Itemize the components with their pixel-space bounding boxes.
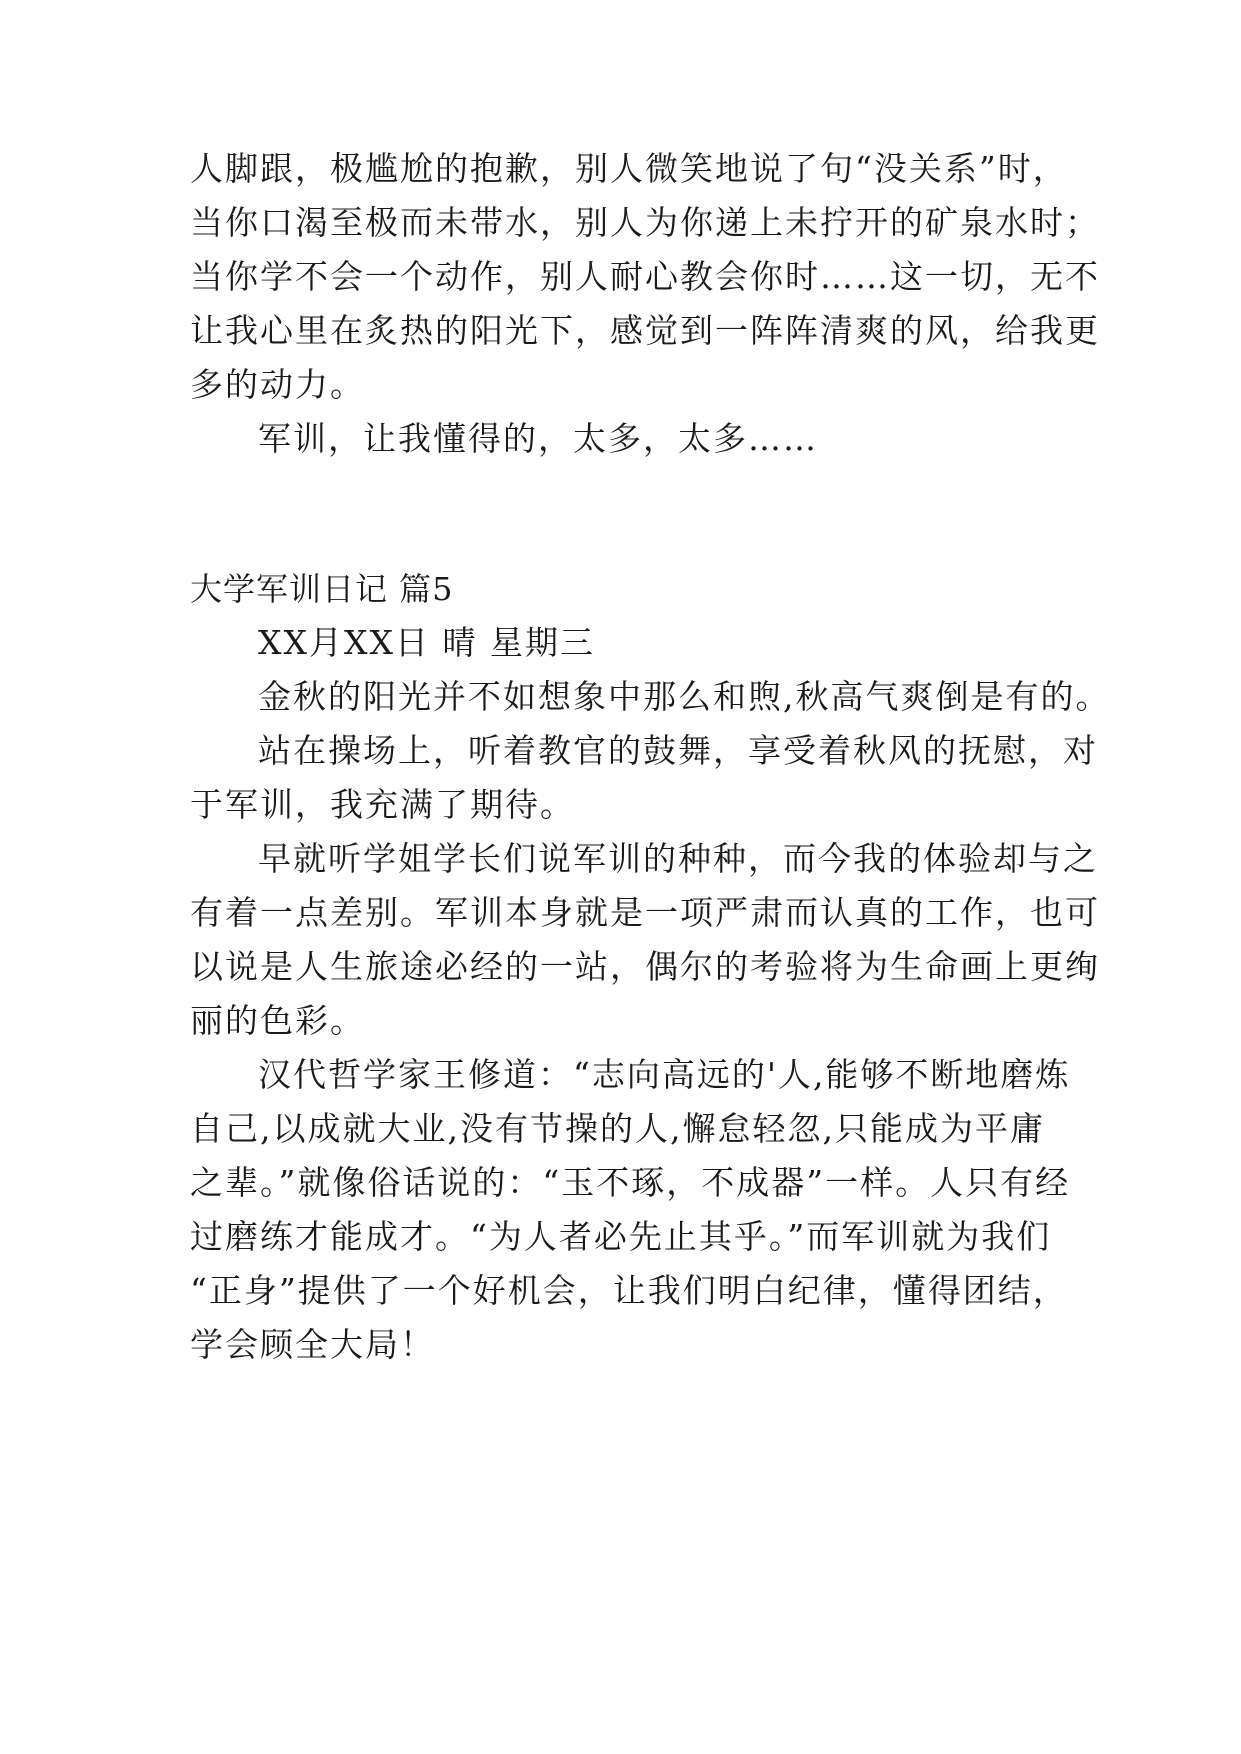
paragraph-line: 丽的色彩。	[190, 1001, 365, 1040]
paragraph-line: 之辈。”就像俗话说的：“玉不琢，不成器”一样。人只有经	[190, 1163, 1071, 1202]
paragraph-line: 当你口渴至极而未带水，别人为你递上未拧开的矿泉水时；	[190, 203, 1100, 242]
paragraph-line: “正身”提供了一个好机会，让我们明白纪律，懂得团结，	[190, 1271, 1068, 1310]
paragraph-line: 早就听学姐学长们说军训的种种，而今我的体验却与之	[258, 839, 1098, 878]
paragraph-line: 多的动力。	[190, 365, 365, 404]
paragraph-line: 当你学不会一个动作，别人耐心教会你时……这一切，无不	[190, 257, 1100, 296]
paragraph-line: 以说是人生旅途必经的一站，偶尔的考验将为生命画上更绚	[190, 947, 1100, 986]
article-title: 大学军训日记 篇5	[190, 570, 454, 608]
paragraph-line: 自己,以成就大业,没有节操的人,懈怠轻忽,只能成为平庸	[190, 1109, 1045, 1148]
paragraph-line: 于军训，我充满了期待。	[190, 785, 575, 824]
paragraph-line: 学会顾全大局！	[190, 1325, 435, 1364]
paragraph-line: 有着一点差别。军训本身就是一项严肃而认真的工作，也可	[190, 893, 1100, 932]
paragraph-line: 让我心里在炙热的阳光下，感觉到一阵阵清爽的风，给我更	[190, 311, 1100, 350]
paragraph-line: 金秋的阳光并不如想象中那么和煦,秋高气爽倒是有的。	[258, 677, 1111, 716]
paragraph-line: 站在操场上，听着教官的鼓舞，享受着秋风的抚慰，对	[258, 731, 1098, 770]
paragraph-line: 汉代哲学家王修道：“志向高远的'人,能够不断地磨炼	[258, 1055, 1071, 1094]
paragraph-line: 过磨练才能成才。“为人者必先止其乎。”而军训就为我们	[190, 1217, 1052, 1256]
article-dateline: XX月XX日 晴 星期三	[258, 623, 595, 662]
paragraph-line: 人脚跟，极尴尬的抱歉，别人微笑地说了句“没关系”时，	[190, 149, 1068, 188]
closing-line: 军训，让我懂得的，太多，太多……	[258, 419, 818, 458]
